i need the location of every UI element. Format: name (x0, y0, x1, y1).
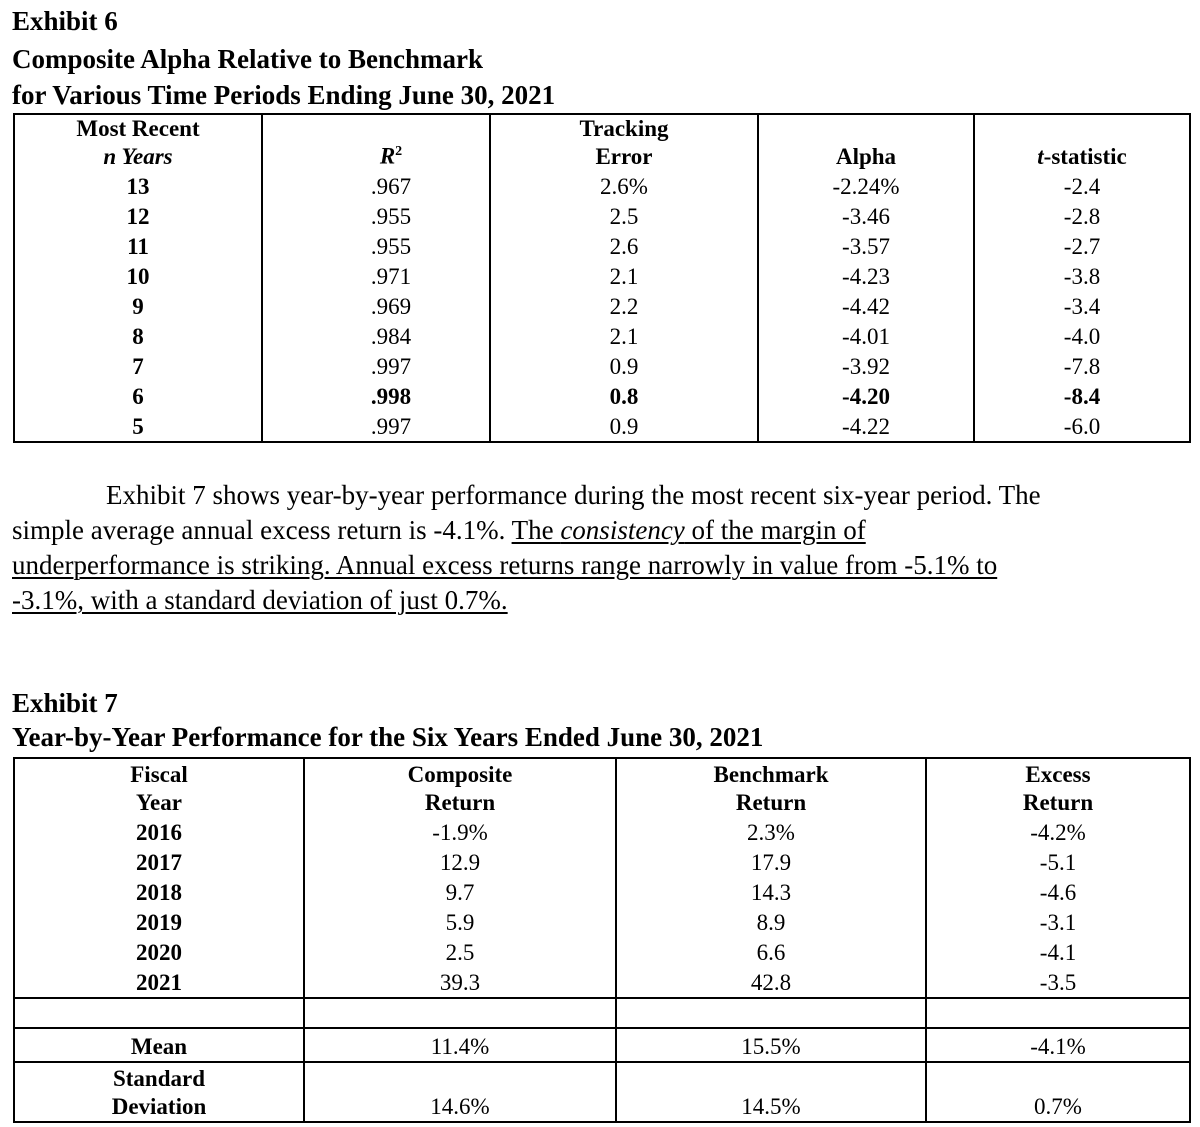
cell-r2: .967 (262, 171, 490, 201)
table-row (14, 411, 1190, 442)
mean-label: Mean (14, 1028, 304, 1062)
table-row (14, 877, 1190, 907)
header-t-statistic: t-statistic (974, 114, 1190, 171)
cell-year: 2016 (14, 817, 304, 847)
cell-t: -8.4 (974, 381, 1190, 411)
cell-te: 2.6 (490, 231, 758, 261)
cell-r2: .955 (262, 231, 490, 261)
cell-benchmark: 6.6 (616, 937, 926, 967)
table-row (14, 201, 1190, 231)
cell-alpha: -3.46 (758, 201, 974, 231)
cell-alpha: -4.01 (758, 321, 974, 351)
std-excess: 0.7% (926, 1062, 1190, 1122)
empty-cell (616, 998, 926, 1028)
header-excess-return: Excess Return (926, 758, 1190, 817)
cell-excess: -4.6 (926, 877, 1190, 907)
header-years: Most Recent n Years (14, 114, 262, 171)
cell-r2: .998 (262, 381, 490, 411)
cell-years: 9 (14, 291, 262, 321)
cell-years: 5 (14, 411, 262, 442)
cell-benchmark: 14.3 (616, 877, 926, 907)
cell-year: 2019 (14, 907, 304, 937)
cell-excess: -4.1 (926, 937, 1190, 967)
exhibit6-label: Exhibit 6 (12, 6, 118, 36)
cell-t: -3.4 (974, 291, 1190, 321)
cell-te: 0.9 (490, 351, 758, 381)
cell-year: 2018 (14, 877, 304, 907)
std-benchmark: 14.5% (616, 1062, 926, 1122)
header-alpha: Alpha (758, 114, 974, 171)
exhibit7-header-row (14, 758, 1190, 817)
exhibit6-title-line1: Composite Alpha Relative to Benchmark (12, 44, 483, 74)
table-row (14, 967, 1190, 998)
table-row (14, 817, 1190, 847)
empty-cell (14, 998, 304, 1028)
cell-years: 6 (14, 381, 262, 411)
cell-alpha: -3.92 (758, 351, 974, 381)
cell-t: -3.8 (974, 261, 1190, 291)
cell-r2: .997 (262, 351, 490, 381)
header-benchmark-return: Benchmark Return (616, 758, 926, 817)
cell-benchmark: 2.3% (616, 817, 926, 847)
cell-te: 2.2 (490, 291, 758, 321)
cell-te: 0.9 (490, 411, 758, 442)
cell-excess: -5.1 (926, 847, 1190, 877)
empty-cell (926, 998, 1190, 1028)
header-fiscal-year: Fiscal Year (14, 758, 304, 817)
cell-benchmark: 17.9 (616, 847, 926, 877)
cell-year: 2020 (14, 937, 304, 967)
mean-benchmark: 15.5% (616, 1028, 926, 1062)
std-deviation-row (14, 1062, 1190, 1122)
table-row (14, 291, 1190, 321)
header-composite-return: Composite Return (304, 758, 616, 817)
cell-r2: .971 (262, 261, 490, 291)
paragraph-line-4: -3.1%, with a standard deviation of just 0.7%. (12, 585, 508, 615)
cell-alpha: -4.23 (758, 261, 974, 291)
cell-year: 2021 (14, 967, 304, 998)
exhibit7-label: Exhibit 7 (12, 688, 118, 718)
table-row (14, 937, 1190, 967)
cell-r2: .969 (262, 291, 490, 321)
cell-te: 0.8 (490, 381, 758, 411)
cell-excess: -4.2% (926, 817, 1190, 847)
cell-t: -6.0 (974, 411, 1190, 442)
table-row (14, 381, 1190, 411)
mean-excess: -4.1% (926, 1028, 1190, 1062)
cell-composite: 2.5 (304, 937, 616, 967)
cell-excess: -3.1 (926, 907, 1190, 937)
cell-r2: .997 (262, 411, 490, 442)
cell-t: -2.4 (974, 171, 1190, 201)
cell-years: 8 (14, 321, 262, 351)
header-r-squared: $R^2$ (262, 114, 490, 171)
cell-years: 13 (14, 171, 262, 201)
mean-composite: 11.4% (304, 1028, 616, 1062)
cell-r2: .984 (262, 321, 490, 351)
cell-te: 2.1 (490, 261, 758, 291)
cell-t: -2.7 (974, 231, 1190, 261)
std-composite: 14.6% (304, 1062, 616, 1122)
exhibit6-title-line2: for Various Time Periods Ending June 30, 2021 (12, 80, 556, 110)
cell-composite: 9.7 (304, 877, 616, 907)
cell-composite: 39.3 (304, 967, 616, 998)
paragraph-line-1: Exhibit 7 shows year-by-year performance during the most recent six-year period. The (106, 480, 1041, 510)
table-row (14, 847, 1190, 877)
table-row (14, 171, 1190, 201)
table-row (14, 261, 1190, 291)
cell-years: 7 (14, 351, 262, 381)
cell-years: 12 (14, 201, 262, 231)
cell-year: 2017 (14, 847, 304, 877)
cell-alpha: -4.42 (758, 291, 974, 321)
exhibit7-title: Year-by-Year Performance for the Six Years Ended June 30, 2021 (12, 722, 764, 752)
body-paragraph (12, 478, 1192, 618)
cell-composite: 5.9 (304, 907, 616, 937)
cell-benchmark: 42.8 (616, 967, 926, 998)
table-row (14, 321, 1190, 351)
std-label: Standard Deviation (14, 1062, 304, 1122)
header-tracking-error: Tracking Error (490, 114, 758, 171)
exhibit6-table (13, 113, 1191, 443)
exhibit7-table (13, 757, 1191, 1123)
cell-t: -2.8 (974, 201, 1190, 231)
exhibit6-header-row (14, 114, 1190, 171)
cell-composite: -1.9% (304, 817, 616, 847)
table-row (14, 907, 1190, 937)
mean-row (14, 1028, 1190, 1062)
cell-years: 11 (14, 231, 262, 261)
paragraph-line-2: simple average annual excess return is -4.1%. The consistency of the margin of (12, 515, 866, 545)
cell-alpha: -4.20 (758, 381, 974, 411)
cell-te: 2.6% (490, 171, 758, 201)
cell-composite: 12.9 (304, 847, 616, 877)
table-row (14, 231, 1190, 261)
cell-alpha: -2.24% (758, 171, 974, 201)
cell-t: -4.0 (974, 321, 1190, 351)
spacer-row (14, 998, 1190, 1028)
cell-te: 2.1 (490, 321, 758, 351)
cell-years: 10 (14, 261, 262, 291)
cell-alpha: -3.57 (758, 231, 974, 261)
cell-te: 2.5 (490, 201, 758, 231)
cell-alpha: -4.22 (758, 411, 974, 442)
empty-cell (304, 998, 616, 1028)
cell-t: -7.8 (974, 351, 1190, 381)
paragraph-line-3: underperformance is striking. Annual excess returns range narrowly in value from -5.1% to (12, 550, 998, 580)
cell-benchmark: 8.9 (616, 907, 926, 937)
cell-r2: .955 (262, 201, 490, 231)
cell-excess: -3.5 (926, 967, 1190, 998)
table-row (14, 351, 1190, 381)
